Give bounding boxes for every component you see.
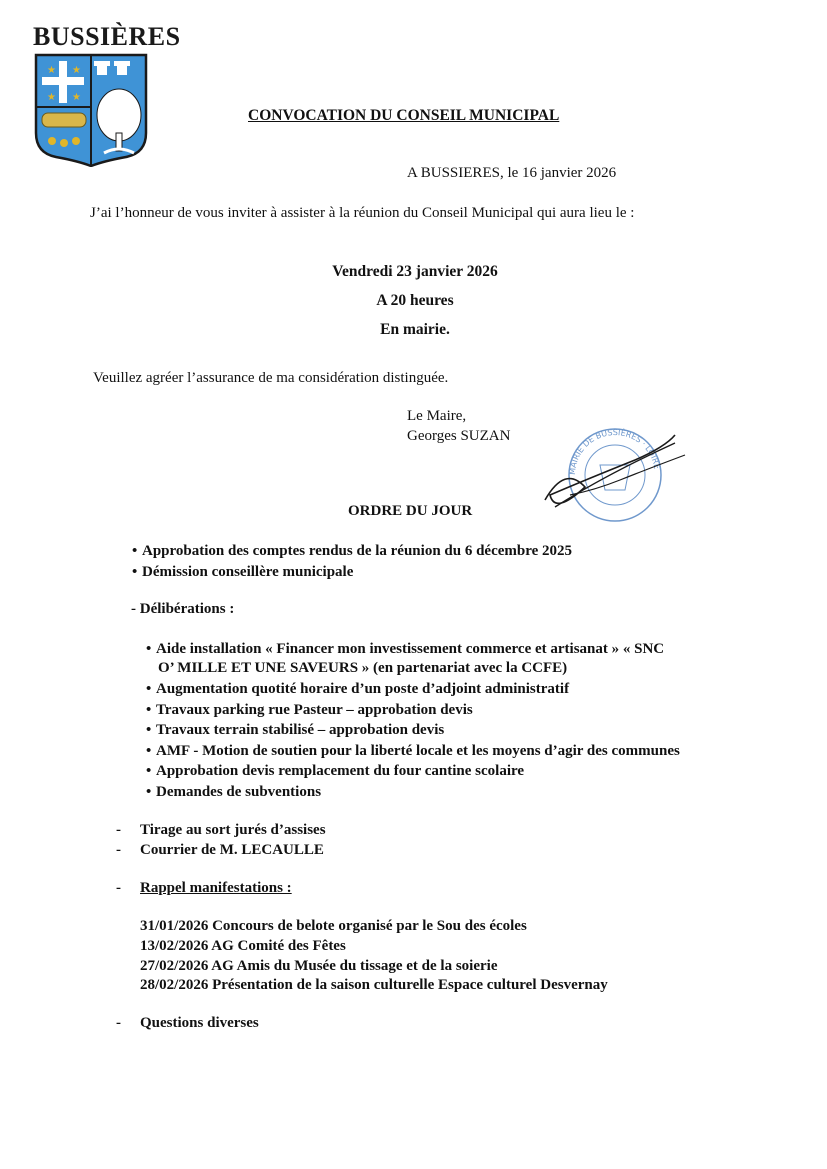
town-name: BUSSIÈRES xyxy=(33,22,181,51)
dash-marker: - xyxy=(116,822,121,838)
meeting-place: En mairie. xyxy=(380,321,450,338)
deliberation-item: • Travaux terrain stabilisé – approbation devis xyxy=(146,722,445,738)
deliberation-item: • Aide installation « Financer mon investissement commerce et artisanat » « SNC xyxy=(146,641,665,657)
agenda-dash-item: - Questions diverses xyxy=(116,1015,259,1031)
bullet-icon: • xyxy=(146,784,152,800)
agenda-dash-item: - Tirage au sort jurés d’assises xyxy=(116,822,326,838)
bullet-icon: • xyxy=(146,702,152,718)
svg-text:★: ★ xyxy=(47,92,56,103)
bullet-icon: • xyxy=(146,681,152,697)
official-stamp-and-signature xyxy=(525,425,695,525)
deliberation-item: • AMF - Motion de soutien pour la liberté locale et les moyens d’agir des communes xyxy=(146,743,680,759)
svg-text:★: ★ xyxy=(72,92,81,103)
dash-marker: - xyxy=(116,842,121,858)
invitation-text: J’ai l’honneur de vous inviter à assister à la réunion du Conseil Municipal qui aura lieu le : xyxy=(90,205,635,221)
bullet-icon: • xyxy=(132,564,138,580)
event-item: 28/02/2026 Présentation de la saison culturelle Espace culturel Desvernay xyxy=(140,977,608,993)
event-item: 13/02/2026 AG Comité des Fêtes xyxy=(140,938,346,954)
bullet-icon: • xyxy=(146,763,152,779)
deliberation-item: • Travaux parking rue Pasteur – approbation devis xyxy=(146,702,473,718)
agenda-item: • Démission conseillère municipale xyxy=(132,564,354,580)
bullet-icon: • xyxy=(146,641,152,657)
meeting-time: A 20 heures xyxy=(376,292,454,309)
deliberation-item: • Approbation devis remplacement du four cantine scolaire xyxy=(146,763,525,779)
signatory-name: Georges SUZAN xyxy=(407,428,511,444)
dash-marker: - xyxy=(116,1015,121,1031)
signatory-title: Le Maire, xyxy=(407,408,467,424)
document-title: CONVOCATION DU CONSEIL MUNICIPAL xyxy=(248,107,560,124)
closing-formula: Veuillez agréer l’assurance de ma considération distinguée. xyxy=(93,370,449,386)
events-heading: Rappel manifestations : xyxy=(140,880,292,896)
coat-of-arms-logo xyxy=(34,53,148,167)
place-and-date: A BUSSIERES, le 16 janvier 2026 xyxy=(407,165,617,181)
deliberations-heading: - Délibérations : xyxy=(131,601,235,617)
agenda-dash-item: - Courrier de M. LECAULLE xyxy=(116,842,324,858)
svg-text:★: ★ xyxy=(47,65,56,76)
bullet-icon: • xyxy=(146,743,152,759)
deliberation-item-continuation: O’ MILLE ET UNE SAVEURS » (en partenariat avec la CCFE) xyxy=(158,660,568,676)
event-item: 31/01/2026 Concours de belote organisé par le Sou des écoles xyxy=(140,918,527,934)
bullet-icon: • xyxy=(146,722,152,738)
agenda-dash-item xyxy=(116,880,292,897)
agenda-item: • Approbation des comptes rendus de la réunion du 6 décembre 2025 xyxy=(132,543,573,559)
deliberation-item: • Augmentation quotité horaire d’un poste d’adjoint administratif xyxy=(146,681,570,697)
event-item: 27/02/2026 AG Amis du Musée du tissage et de la soierie xyxy=(140,958,498,974)
dash-marker: - xyxy=(116,880,121,896)
meeting-date: Vendredi 23 janvier 2026 xyxy=(332,263,498,280)
svg-text:★: ★ xyxy=(72,65,81,76)
deliberation-item: • Demandes de subventions xyxy=(146,784,322,800)
stamp-text: MAIRIE DE BUSSIÈRES · LOIRE xyxy=(567,427,662,476)
bullet-icon: • xyxy=(132,543,138,559)
agenda-title: ORDRE DU JOUR xyxy=(348,503,473,519)
